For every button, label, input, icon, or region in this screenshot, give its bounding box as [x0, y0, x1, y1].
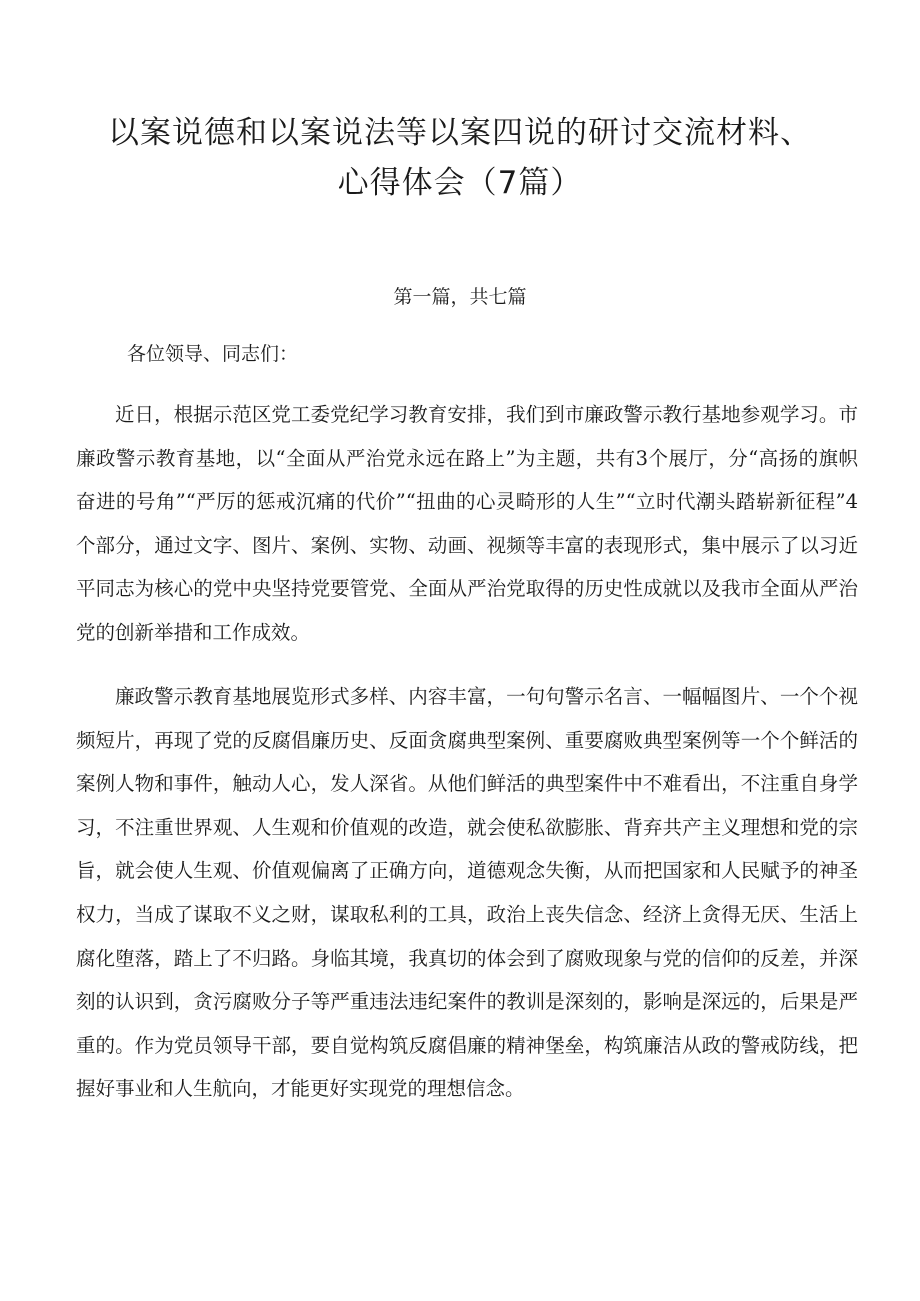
salutation: 各位领导、同志们：: [127, 343, 299, 365]
section-heading: 第一篇，共七篇: [393, 286, 527, 308]
body-paragraph: 近日，根据示范区党工委党纪学习教育安排，我们到市廉政警示教行基地参观学习。市廉政警示教育基地，以“全面从严治党永远在路上”为主题，共有3个展厅，分“高扬的旗帜奋进的号角”“严厉的惩戒沉痛的代价”“扭曲的心灵畸形的人生”“立时代潮头踏崭新征程”4个部分，通过文字、图片、案例、实物、动画、视频等丰富的表现形式，集中展示了以习近平同志为核心的党中央坚持党要管党、全面从严治党取得的历史性成就以及我市全面从严治党的创新举措和工作成效。: [76, 403, 858, 644]
document-title-line-1: 以案说德和以案说法等以案四说的研讨交流材料、: [108, 115, 812, 151]
document-title-line-2: 心得体会（7篇）: [337, 165, 583, 201]
body-paragraph: 廉政警示教育基地展览形式多样、内容丰富，一句句警示名言、一幅幅图片、一个个视频短片，再现了党的反腐倡廉历史、反面贪腐典型案例、重要腐败典型案例等一个个鲜活的案例人物和事件，触动人心，发人深省。从他们鲜活的典型案件中不难看出，不注重自身学习，不注重世界观、人生观和价值观的改造，就会使私欲膨胀、背弃共产主义理想和党的宗旨，就会使人生观、价值观偏离了正确方向，道德观念失衡，从而把国家和人民赋予的神圣权力，当成了谋取不义之财，谋取私利的工具，政治上丧失信念、经济上贪得无厌、生活上腐化堕落，踏上了不归路。身临其境，我真切的体会到了腐败现象与党的信仰的反差，并深刻的认识到，贪污腐败分子等严重违法违纪案件的教训是深刻的，影响是深远的，后果是严重的。作为党员领导干部，要自觉构筑反腐倡廉的精神堡垒，构筑廉洁从政的警戒防线，把握好事业和人生航向，才能更好实现党的理想信念。: [76, 685, 858, 1101]
document-title: [60, 108, 860, 208]
